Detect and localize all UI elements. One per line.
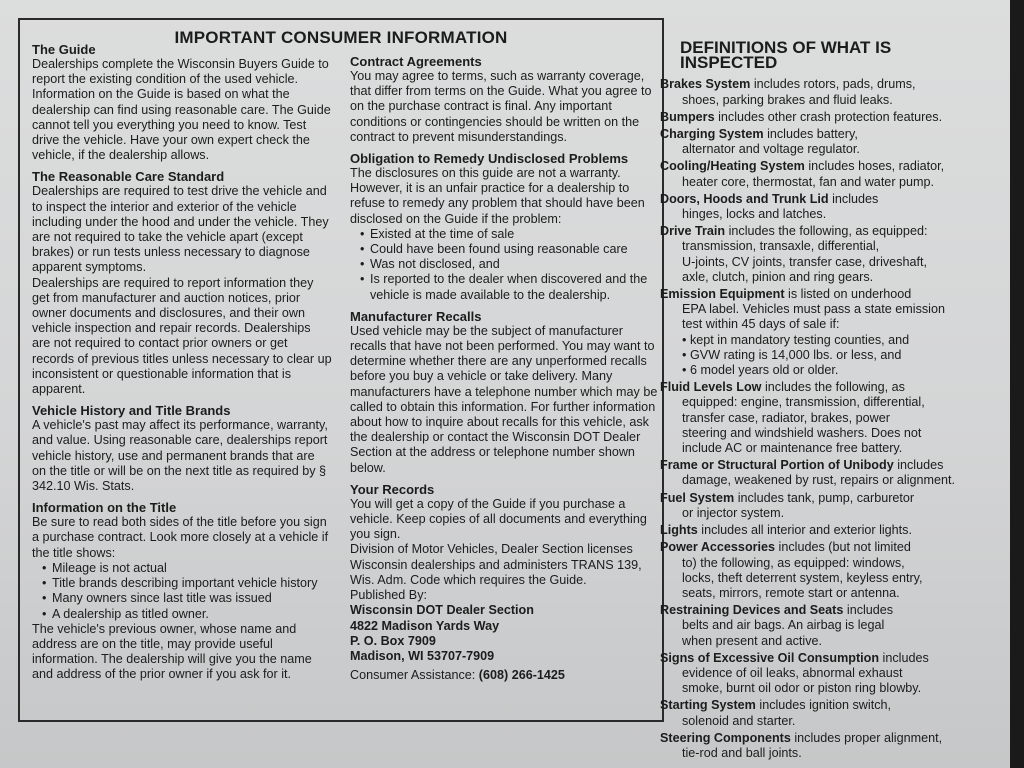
list-item: • 6 model years old or older. xyxy=(682,363,985,378)
definition-line xyxy=(660,523,985,538)
heading-reasonable-care: The Reasonable Care Standard xyxy=(32,169,225,185)
section-recalls xyxy=(350,309,660,476)
definition-bullets xyxy=(660,333,985,379)
definition-text: includes xyxy=(828,191,879,206)
definition-line xyxy=(660,110,985,125)
definition-line xyxy=(660,491,985,506)
text-contract: You may agree to terms, such as warranty coverage, that differ from terms on the Guide. What you agree to on the purchase contract is final. Any important conditions or contingencies should be written on the contract to prevent misunderstandings. xyxy=(350,69,652,144)
definition-item xyxy=(660,603,985,649)
definition-continuation: equipped: engine, transmission, differential, xyxy=(682,395,925,410)
definition-continuation: axle, clutch, pinion and ring gears. xyxy=(682,269,874,284)
definition-continuation: damage, weakened by rust, repairs or alignment. xyxy=(682,473,956,488)
text-obligation: The disclosures on this guide are not a warranty. However, it is an unfair practice for a dealership to refuse to remedy any problem that should have been disclosed on the Guide if the problem: xyxy=(350,166,645,226)
definition-term: Frame or Structural Portion of Unibody xyxy=(660,458,894,473)
definition-item xyxy=(660,731,985,761)
definition-text: includes other crash protection features. xyxy=(714,109,943,124)
definition-term: Restraining Devices and Seats xyxy=(660,603,844,618)
list-item: • Was not disclosed, and xyxy=(360,257,660,272)
heading-the-guide: The Guide xyxy=(32,42,96,57)
definition-continuation: steering and windshield washers. Does not xyxy=(682,425,922,440)
list-item: • Many owners since last title was issued xyxy=(42,591,332,606)
definition-term: Power Accessories xyxy=(660,540,776,555)
background-edge xyxy=(1010,0,1024,768)
definition-line xyxy=(660,458,985,473)
definition-line xyxy=(660,380,985,395)
definition-term: Signs of Excessive Oil Consumption xyxy=(660,650,880,665)
section-vehicle-history xyxy=(32,403,332,494)
definition-line xyxy=(660,192,985,207)
definition-item xyxy=(660,224,985,285)
definition-term: Doors, Hoods and Trunk Lid xyxy=(660,191,829,206)
definition-text: includes battery, xyxy=(763,127,858,142)
definition-continuation: tie-rod and ball joints. xyxy=(682,745,802,760)
definition-item xyxy=(660,698,985,728)
definition-item xyxy=(660,523,985,538)
definition-item xyxy=(660,192,985,222)
text-records: You will get a copy of the Guide if you purchase a vehicle. Keep copies of all documents and everything you sign. xyxy=(350,496,647,542)
heading-recalls: Manufacturer Recalls xyxy=(350,308,482,324)
box-title: IMPORTANT CONSUMER INFORMATION xyxy=(174,28,508,47)
definition-item xyxy=(660,127,985,157)
definition-line xyxy=(660,287,985,302)
definition-line xyxy=(660,698,985,713)
definition-text: includes hoses, radiator, xyxy=(804,159,945,174)
definition-continuation: to) the following, as equipped: windows, xyxy=(682,555,905,570)
section-obligation xyxy=(350,151,660,303)
consumer-assistance xyxy=(350,668,660,683)
definition-continuation: hinges, locks and latches. xyxy=(682,207,827,222)
published-by: Published By: xyxy=(350,588,428,603)
definition-text: includes proper alignment, xyxy=(790,730,943,745)
text-the-guide: Dealerships complete the Wisconsin Buyers Guide to report the existing condition of the used vehicle. Information on the Guide is based on what the dealership can find using reasonable care. The Guide cannot tell you everything you need to know. Test drive the vehicle. Have your own expert check the vehicle, if the dealership allows. xyxy=(32,57,331,163)
org-city: Madison, WI 53707-7909 xyxy=(350,648,495,663)
text-reasonable-care-1: Dealerships are required to test drive the vehicle and to inspect the interior and exterior of the vehicle including under the hood and under the vehicle. They are not required to take the vehicle apart (except brakes) or run tests unless necessary to diagnose apparent symptoms. xyxy=(32,184,329,275)
assist-label: Consumer Assistance: xyxy=(350,668,476,683)
list-item: • Is reported to the dealer when discovered and the vehicle is made available to the dealership. xyxy=(360,272,660,302)
section-records xyxy=(350,482,660,683)
definition-continuation: solenoid and starter. xyxy=(682,713,796,728)
list-item: • GVW rating is 14,000 lbs. or less, and xyxy=(682,348,985,363)
obligation-list xyxy=(350,227,660,303)
definition-term: Charging System xyxy=(660,127,764,142)
definition-text: includes tank, pump, carburetor xyxy=(734,490,915,505)
definitions-list xyxy=(660,77,985,761)
heading-contract: Contract Agreements xyxy=(350,54,482,69)
definition-continuation: seats, mirrors, remote start or antenna. xyxy=(682,585,900,600)
definition-term: Emission Equipment xyxy=(660,287,785,302)
definition-line xyxy=(660,731,985,746)
definition-continuation: locks, theft deterrent system, keyless entry, xyxy=(682,570,923,585)
section-title-info xyxy=(32,500,332,682)
definition-continuation: transfer case, radiator, brakes, power xyxy=(682,410,890,425)
consumer-info-box xyxy=(18,18,664,722)
text-reasonable-care-2: Dealerships are required to report information they get from manufacturer and auction notices, prior owner documents and disclosures, and their own vehicle inspection and repair records. Dealerships are not required to contact prior owners or get records of previous titles unless necessary to clear up inconsistent or questionable information that is apparent. xyxy=(32,275,332,397)
definition-line xyxy=(660,224,985,239)
text-vehicle-history: A vehicle's past may affect its performance, warranty, and value. Using reasonable care, dealerships report vehicle history, use and permanent brands that are on the title or will be on the next title as required by § 342.10 Wis. Stats. xyxy=(32,418,328,494)
definition-text: includes ignition switch, xyxy=(755,698,891,713)
definition-continuation: U-joints, CV joints, transfer case, driveshaft, xyxy=(682,254,927,269)
definition-item xyxy=(660,458,985,488)
definition-term: Cooling/Heating System xyxy=(660,159,805,174)
section-the-guide xyxy=(32,42,332,163)
definition-continuation: heater core, thermostat, fan and water pump. xyxy=(682,174,935,189)
text-title-footer: The vehicle's previous owner, whose name and address are on the title, may provide useful information. The dealership will give you the name and address of the prior owner if you ask for it. xyxy=(32,621,312,682)
definition-term: Steering Components xyxy=(660,730,791,745)
list-item: • Mileage is not actual xyxy=(42,561,332,576)
definition-term: Drive Train xyxy=(660,224,726,239)
definition-continuation: when present and active. xyxy=(682,633,823,648)
definition-term: Lights xyxy=(660,523,698,538)
definition-text: includes xyxy=(843,603,894,618)
definition-continuation: transmission, transaxle, differential, xyxy=(682,239,880,254)
section-reasonable-care xyxy=(32,169,332,397)
definition-line xyxy=(660,159,985,174)
definition-text: includes the following, as xyxy=(761,380,905,395)
middle-column xyxy=(350,54,660,689)
section-contract xyxy=(350,54,660,145)
assist-phone: (608) 266-1425 xyxy=(478,668,565,683)
definition-term: Brakes System xyxy=(660,77,751,92)
definition-text: includes xyxy=(879,650,929,665)
definition-continuation: test within 45 days of sale if: xyxy=(682,317,840,332)
definition-text: includes all interior and exterior lights. xyxy=(697,523,912,538)
definition-item xyxy=(660,77,985,107)
definition-item xyxy=(660,540,985,601)
definition-continuation: include AC or maintenance free battery. xyxy=(682,441,903,456)
definition-item xyxy=(660,651,985,697)
list-item: • Existed at the time of sale xyxy=(360,227,660,242)
definition-line xyxy=(660,651,985,666)
definitions-title: DEFINITIONS OF WHAT IS INSPECTED xyxy=(680,38,892,73)
definition-continuation: shoes, parking brakes and fluid leaks. xyxy=(682,92,893,107)
definition-continuation: smoke, burnt oil odor or piston ring blowby. xyxy=(682,681,922,696)
heading-vehicle-history: Vehicle History and Title Brands xyxy=(32,403,231,419)
definition-line xyxy=(660,77,985,92)
definition-line xyxy=(660,127,985,142)
definition-text: includes rotors, pads, drums, xyxy=(750,77,916,92)
definition-term: Fluid Levels Low xyxy=(660,380,762,395)
definition-item xyxy=(660,380,985,456)
text-division: Division of Motor Vehicles, Dealer Section licenses Wisconsin dealerships and administers TRANS 139, Wis. Adm. Code which requires the Guide. xyxy=(350,542,642,587)
list-item: • A dealership as titled owner. xyxy=(42,607,332,622)
definition-continuation: alternator and voltage regulator. xyxy=(682,142,860,157)
heading-title-info: Information on the Title xyxy=(32,500,177,516)
definition-term: Fuel System xyxy=(660,490,735,505)
org-street: 4822 Madison Yards Way xyxy=(350,618,500,633)
definition-text: includes xyxy=(893,458,944,473)
definition-continuation: evidence of oil leaks, abnormal exhaust xyxy=(682,665,903,680)
list-item: • Title brands describing important vehicle history xyxy=(42,576,332,591)
org-name: Wisconsin DOT Dealer Section xyxy=(350,603,534,618)
definition-text: is listed on underhood xyxy=(784,287,912,302)
definition-item xyxy=(660,159,985,189)
definition-continuation: belts and air bags. An airbag is legal xyxy=(682,618,885,633)
list-item: • kept in mandatory testing counties, and xyxy=(682,333,985,348)
heading-obligation: Obligation to Remedy Undisclosed Problems xyxy=(350,151,629,167)
left-column xyxy=(32,42,332,689)
definition-term: Bumpers xyxy=(660,109,715,124)
definition-continuation: EPA label. Vehicles must pass a state emission xyxy=(682,302,945,317)
definition-term: Starting System xyxy=(660,698,756,713)
definition-item xyxy=(660,287,985,378)
heading-records: Your Records xyxy=(350,481,435,497)
definitions-column xyxy=(660,40,985,763)
definition-line xyxy=(660,603,985,618)
org-po-box: P. O. Box 7909 xyxy=(350,633,436,648)
definition-item xyxy=(660,110,985,125)
definition-continuation: or injector system. xyxy=(682,505,785,520)
definition-text: includes the following, as equipped: xyxy=(725,224,928,239)
definition-line xyxy=(660,540,985,555)
title-info-list xyxy=(32,561,332,622)
text-recalls: Used vehicle may be the subject of manufacturer recalls that have not been performed. You may want to determine whether there are any unperformed recalls before you buy a vehicle or take delivery. Many manufacturers have a telephone number which may be called to obtain this information. For further information about how to inquire about recalls for this vehicle, ask the dealership or contact the Wisconsin DOT Dealer Section at the address or telephone number shown below. xyxy=(350,323,658,475)
text-title-info: Be sure to read both sides of the title before you sign a purchase contract. Look more closely at a vehicle if the title shows: xyxy=(32,515,329,560)
definition-text: includes (but not limited xyxy=(775,540,911,555)
definition-item xyxy=(660,491,985,521)
list-item: • Could have been found using reasonable care xyxy=(360,242,660,257)
